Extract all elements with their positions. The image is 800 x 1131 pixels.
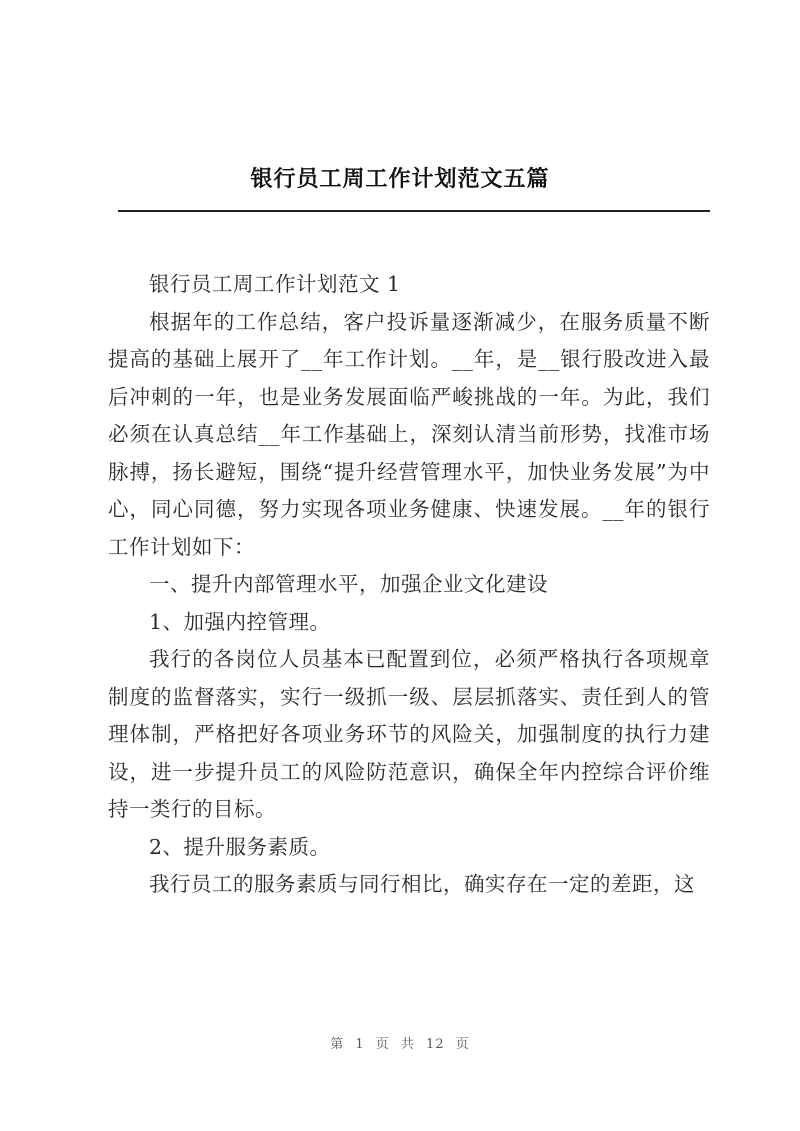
paragraph: 我行的各岗位人员基本已配置到位，必须严格执行各项规章制度的监督落实，实行一级抓一级、层层抓落实、责任到人的管理体制，严格把好各项业务环节的风险关，加强制度的执行力建设，进一步提升员工的风险防范意识，确保全年内控综合评价维持一类行的目标。: [108, 647, 710, 821]
document-body: [108, 266, 710, 904]
page-title: 银行员工周工作计划范文五篇: [250, 166, 550, 192]
subsection-heading: 一、提升内部管理水平，加强企业文化建设: [149, 572, 548, 596]
list-item-heading: 1、加强内控管理。: [149, 609, 331, 634]
paragraph: 根据年的工作总结，客户投诉量逐渐减少，在服务质量不断提高的基础上展开了__年工作计划。__年，是__银行股改进入最后冲刺的一年，也是业务发展面临严峻挑战的一年。为此，我们必须在认真总结__年工作基础上，深刻认清当前形势，找准市场脉搏，扬长避短，围绕“提升经营管理水平，加快业务发展”为中心，同心同德，努力实现各项业务健康、快速发展。__年的银行工作计划如下：: [108, 309, 710, 559]
title-divider: [118, 210, 710, 212]
paragraph: 我行员工的服务素质与同行相比，确实存在一定的差距，这: [149, 872, 695, 896]
page-number-footer: 第 1 页 共 12 页: [330, 1037, 470, 1052]
list-item-heading: 2、提升服务素质。: [149, 834, 331, 859]
section-heading: 银行员工周工作计划范文 1: [149, 272, 401, 296]
